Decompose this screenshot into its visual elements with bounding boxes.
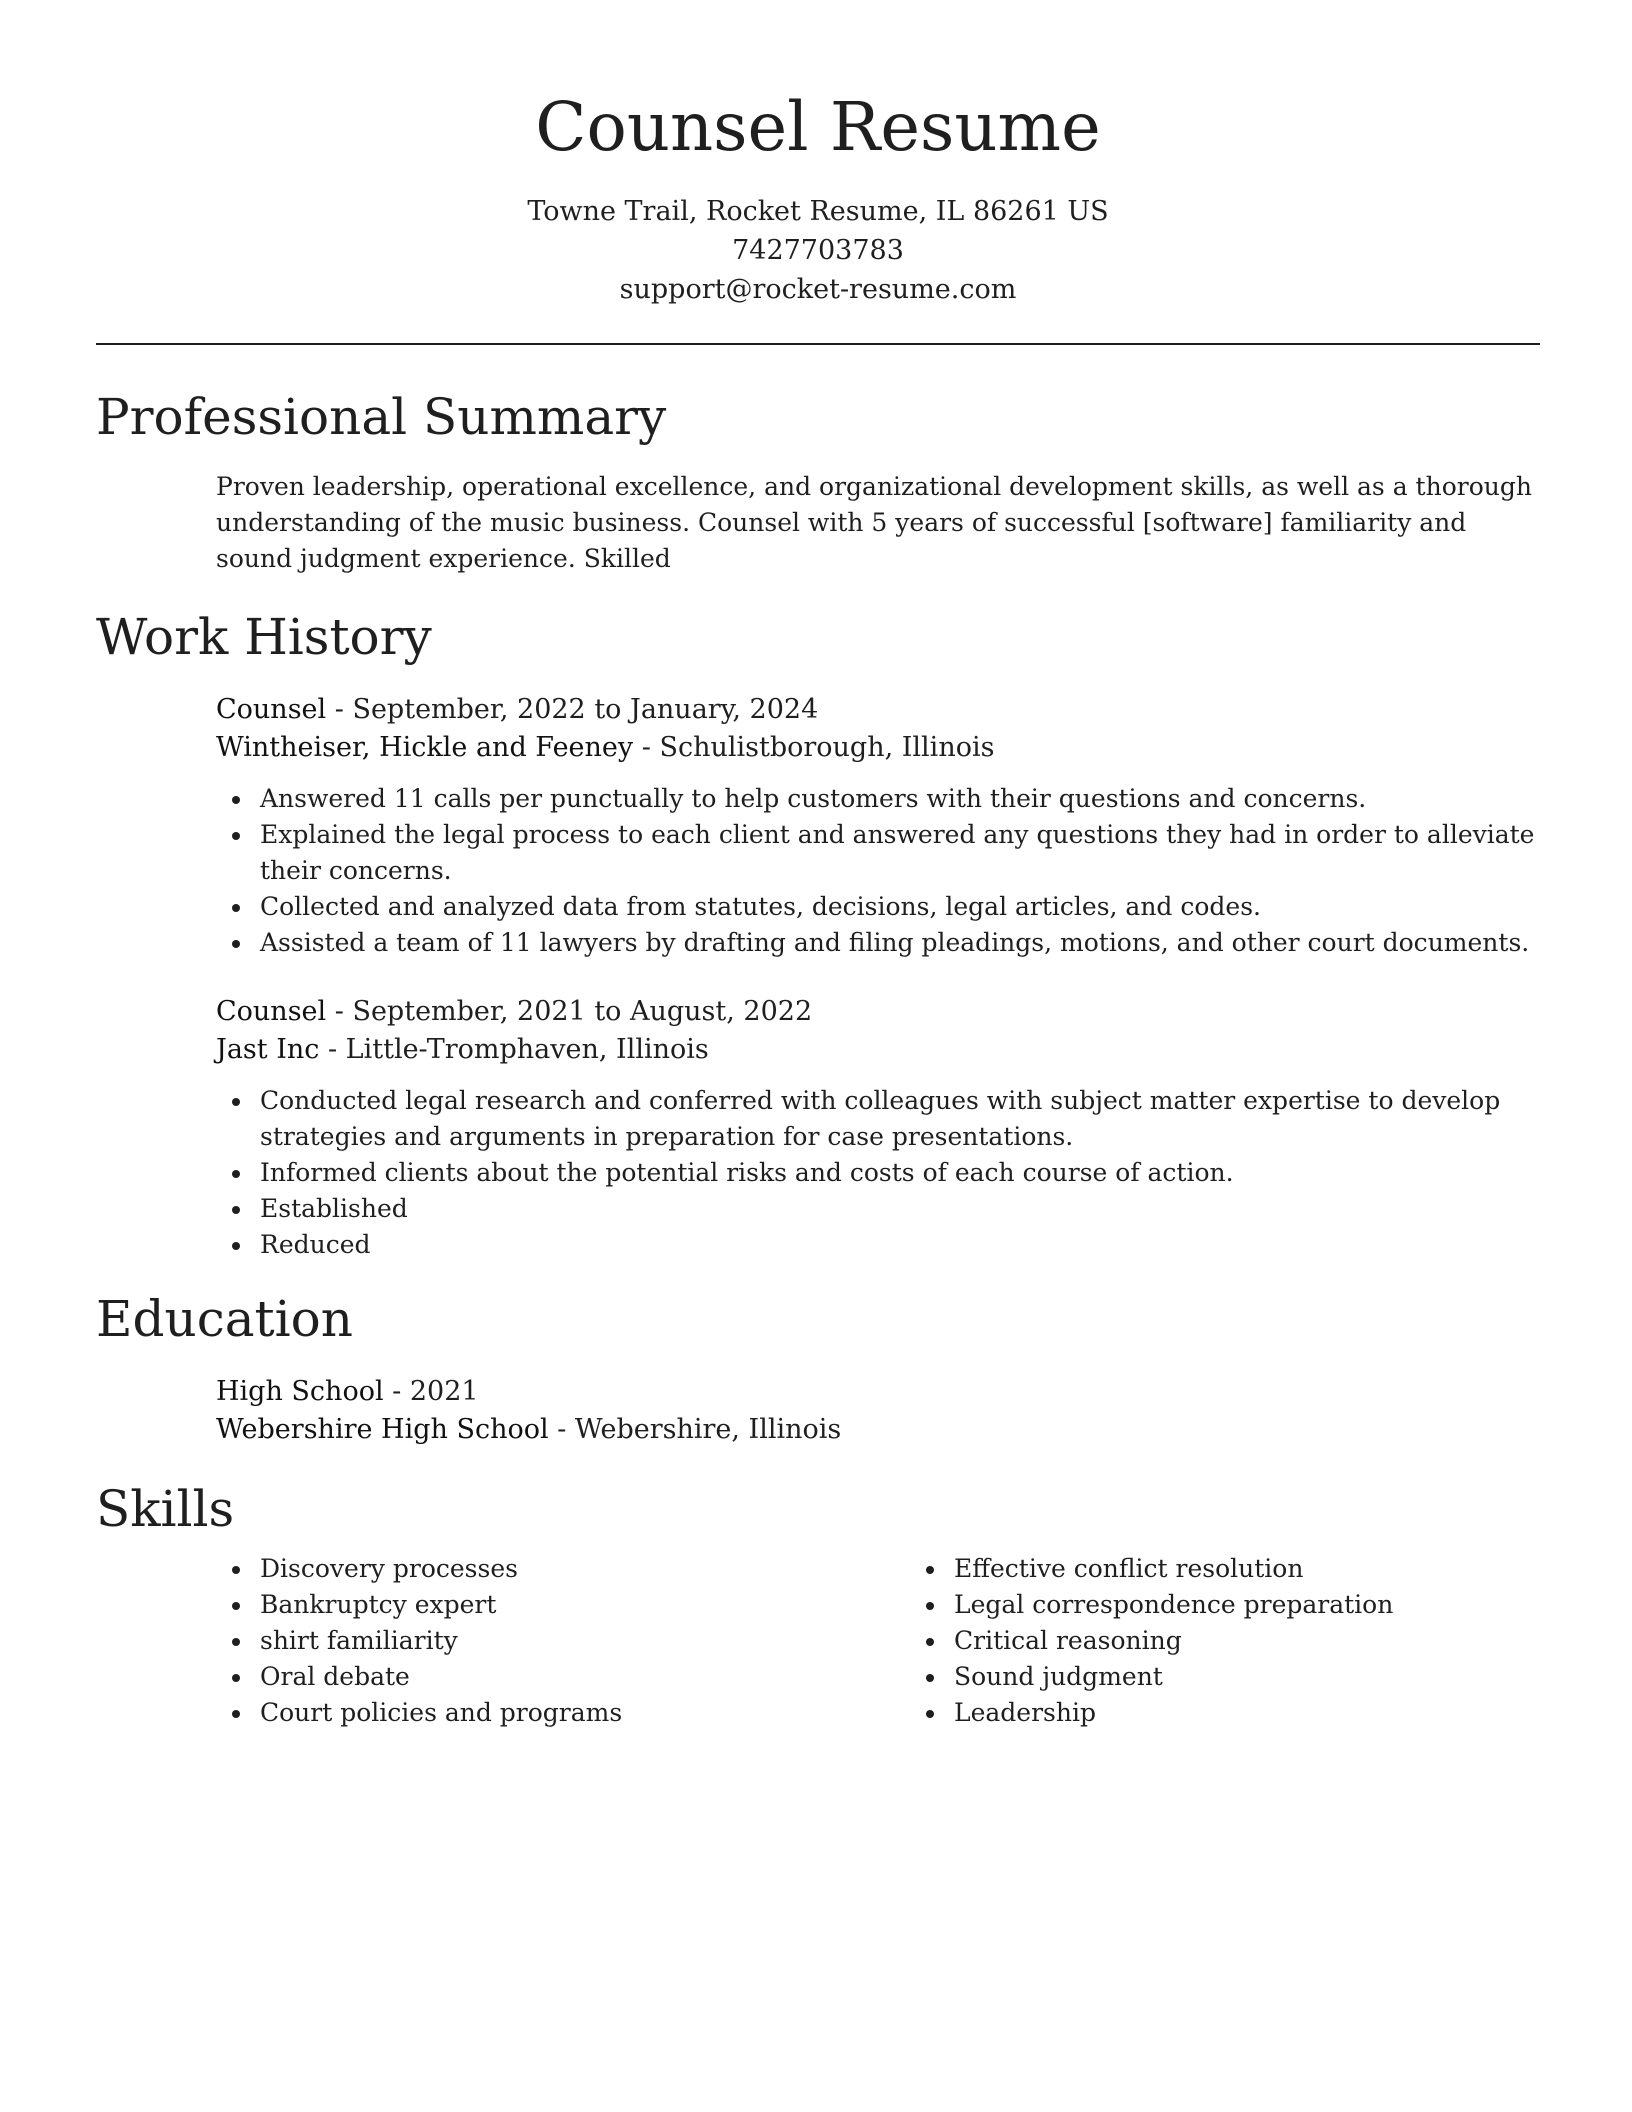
resume-header [96, 0, 1540, 309]
list-item: Collected and analyzed data from statutes, decisions, legal articles, and codes. [260, 889, 1540, 925]
job-entry [216, 691, 1540, 961]
list-item: Explained the legal process to each client and answered any questions they had in order to alleviate their concerns. [260, 817, 1540, 889]
education-school: Webershire High School [216, 1414, 549, 1445]
education-school-line [216, 1411, 1540, 1449]
skills-list-right [910, 1551, 1604, 1731]
education-degree-line [216, 1373, 1540, 1411]
section-education [96, 1287, 1540, 1449]
list-item: Legal correspondence preparation [954, 1587, 1604, 1623]
address: Towne Trail, Rocket Resume, IL 86261 US [527, 196, 1109, 227]
education-entry [216, 1373, 1540, 1449]
summary-text: Proven leadership, operational excellence, and organizational development skills, as well as a thorough understanding of the music business. Counsel with 5 years of successful [software] familiarity and sound judgment experience. Skilled [216, 472, 1532, 573]
section-title-education: Education [96, 1290, 353, 1348]
job-dates: - September, 2022 to January, 2024 [326, 694, 819, 725]
phone: 7427703783 [732, 235, 904, 266]
education-degree: High School [216, 1376, 384, 1407]
resume-page [96, 0, 1540, 1731]
section-work-history [96, 605, 1540, 1263]
list-item: Bankruptcy expert [260, 1587, 910, 1623]
skills-list-left [216, 1551, 910, 1731]
job-dates: - September, 2021 to August, 2022 [326, 996, 813, 1027]
list-item: Sound judgment [954, 1659, 1604, 1695]
list-item: Discovery processes [260, 1551, 910, 1587]
list-item: Leadership [954, 1695, 1604, 1731]
job-role: Counsel [216, 996, 327, 1027]
list-item: Answered 11 calls per punctually to help customers with their questions and concerns. [260, 781, 1540, 817]
job-company: Wintheiser, Hickle and Feeney [216, 732, 634, 763]
job-location: - Little-Tromphaven, Illinois [319, 1034, 709, 1065]
job-bullets [216, 781, 1540, 961]
job-entry [216, 993, 1540, 1263]
job-role: Counsel [216, 694, 327, 725]
education-location: - Webershire, Illinois [548, 1414, 842, 1445]
section-title-summary: Professional Summary [96, 388, 667, 446]
job-title-line [216, 993, 1540, 1031]
list-item: shirt familiarity [260, 1623, 910, 1659]
job-bullets [216, 1083, 1540, 1263]
list-item: Conducted legal research and conferred with colleagues with subject matter expertise to develop strategies and arguments in preparation for case presentations. [260, 1083, 1540, 1155]
job-company-line [216, 1031, 1540, 1069]
contact-info [96, 192, 1540, 309]
job-location: - Schulistborough, Illinois [633, 732, 995, 763]
list-item: Established [260, 1191, 1540, 1227]
education-year: - 2021 [383, 1376, 479, 1407]
list-item: Effective conflict resolution [954, 1551, 1604, 1587]
resume-title: Counsel Resume [535, 88, 1101, 166]
list-item: Assisted a team of 11 lawyers by drafting and filing pleadings, motions, and other court documents. [260, 925, 1540, 961]
section-title-work: Work History [96, 608, 432, 666]
list-item: Oral debate [260, 1659, 910, 1695]
job-title-line [216, 691, 1540, 729]
list-item: Critical reasoning [954, 1623, 1604, 1659]
job-company-line [216, 729, 1540, 767]
list-item: Reduced [260, 1227, 1540, 1263]
section-professional-summary [96, 385, 1540, 577]
skills-grid [216, 1551, 1540, 1731]
job-company: Jast Inc [216, 1034, 320, 1065]
section-skills [96, 1477, 1540, 1731]
email: support@rocket-resume.com [619, 274, 1017, 305]
list-item: Informed clients about the potential risks and costs of each course of action. [260, 1155, 1540, 1191]
list-item: Court policies and programs [260, 1695, 910, 1731]
header-divider [96, 343, 1540, 345]
section-title-skills: Skills [96, 1480, 235, 1538]
